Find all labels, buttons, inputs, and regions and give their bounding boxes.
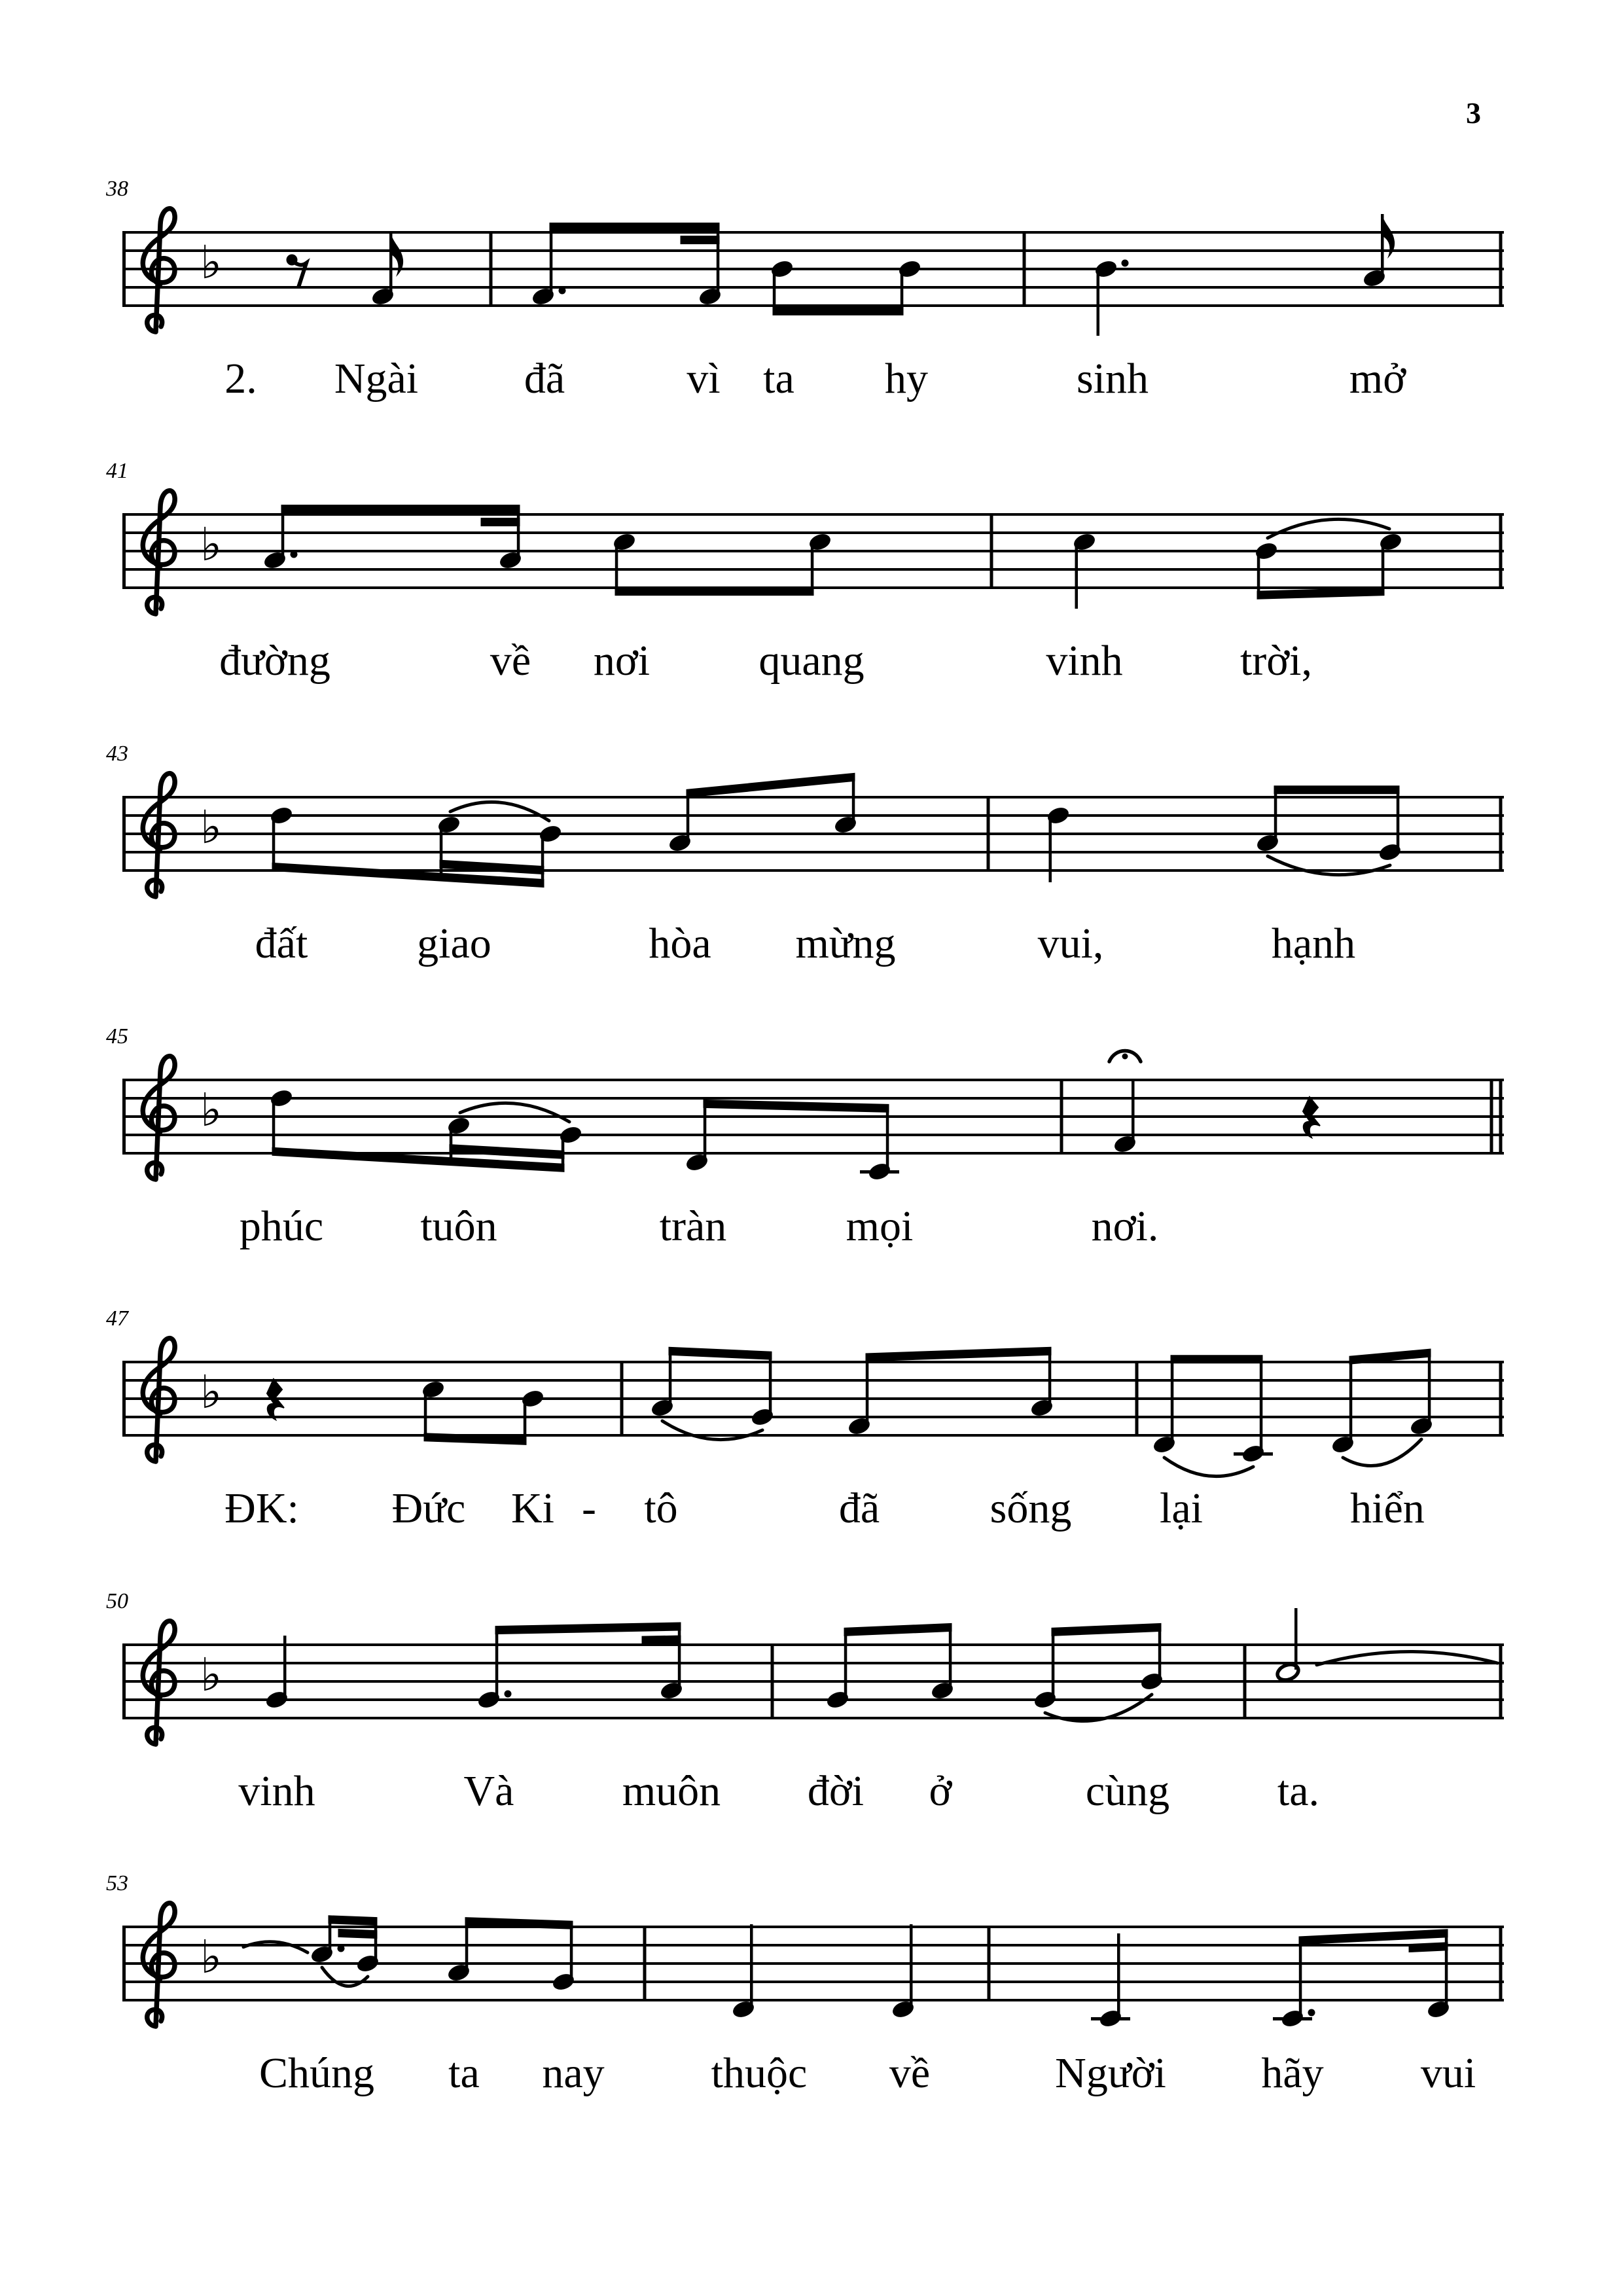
measure-number: 43 (106, 742, 128, 766)
staff-line (122, 1981, 1504, 1983)
staff-line (122, 1079, 1504, 1081)
beam (329, 1915, 378, 1926)
staff-line (122, 814, 1504, 817)
note-stem (669, 1351, 672, 1405)
note-stem (844, 1632, 847, 1697)
staff-line (122, 1134, 1504, 1136)
lyric-syllable: trời, (1240, 637, 1313, 685)
beam (687, 773, 855, 798)
slur (1268, 856, 1390, 875)
barline (1023, 231, 1026, 307)
beam (495, 1623, 681, 1635)
lyric-syllable: vì (687, 355, 721, 403)
barline (1135, 1361, 1139, 1437)
sixteenth-beam (440, 860, 544, 875)
beam (1299, 1929, 1448, 1945)
note-stem (901, 272, 904, 311)
note-stem (1158, 1627, 1162, 1679)
measure-number: 50 (106, 1589, 128, 1613)
sixteenth-beam (1409, 1942, 1448, 1952)
lyric-syllable: tràn (659, 1202, 727, 1250)
note-stem (550, 227, 553, 294)
note-stem (704, 1103, 707, 1160)
note-stem (1052, 1632, 1055, 1697)
lyric-syllable: ta. (1277, 1767, 1320, 1815)
staff-system-m38 (0, 147, 1623, 429)
staff-line (122, 1434, 1504, 1437)
beam (704, 1100, 889, 1113)
measure-number: 38 (106, 177, 128, 201)
beam (281, 505, 520, 513)
beam (669, 1347, 772, 1360)
note-stem (1117, 1933, 1120, 2016)
note-stem (773, 272, 776, 311)
note-stem (1349, 1360, 1353, 1442)
lyric-syllable: hy (885, 355, 928, 403)
lyric-syllable: lại (1160, 1484, 1203, 1532)
sixteenth-beam (338, 1929, 378, 1939)
lyric-syllable: đã (524, 355, 565, 403)
note-stem (1048, 1351, 1052, 1405)
lyric-syllable: đường (219, 637, 330, 685)
note-stem (1397, 790, 1400, 850)
note-stem (1428, 1353, 1431, 1424)
lyric-syllable: ĐK: (224, 1484, 299, 1532)
note-stem (769, 1355, 772, 1414)
staff-line (122, 1097, 1504, 1100)
lyric-syllable: mở (1349, 355, 1406, 403)
lyric-syllable: ta (763, 355, 794, 403)
note-stem (1075, 545, 1079, 609)
key-signature-flat-icon: ♭ (200, 1368, 223, 1418)
staff-line (122, 531, 1504, 534)
note-stem (886, 1108, 889, 1169)
slur (1268, 519, 1389, 538)
beam (844, 1623, 952, 1636)
lyric-syllable: mừng (795, 920, 896, 967)
barline (1499, 1926, 1503, 2001)
staff-line (122, 1379, 1504, 1382)
page-number: 3 (1466, 96, 1481, 130)
system-start-barline (122, 1643, 126, 1719)
lyric-syllable: 2. (224, 355, 257, 403)
note-stem (424, 1392, 427, 1437)
barline (1499, 796, 1503, 872)
system-start-barline (122, 1926, 126, 2001)
staff-line (122, 304, 1504, 307)
note-stem (1257, 554, 1260, 595)
lyric-syllable: đất (255, 920, 308, 967)
beam (615, 587, 814, 596)
lyric-syllable: về (490, 637, 531, 685)
slur (460, 1103, 569, 1122)
beam (550, 223, 720, 231)
note-stem (283, 1636, 287, 1697)
staff-line (122, 796, 1504, 798)
slur (1343, 1439, 1421, 1466)
lyric-syllable: đã (838, 1484, 880, 1532)
staff-system-m41 (0, 429, 1623, 711)
lyric-syllable: nơi (593, 637, 651, 685)
staff-line (122, 249, 1504, 252)
note-stem (374, 1922, 378, 1961)
note-stem (615, 545, 618, 592)
staff-system-m50 (0, 1560, 1623, 1841)
key-signature-flat-icon: ♭ (200, 238, 223, 289)
note-stem (1132, 1080, 1135, 1141)
lyric-syllable: nay (542, 2049, 605, 2097)
system-start-barline (122, 796, 126, 872)
lyric-syllable: muôn (622, 1767, 721, 1815)
note-stem (750, 1924, 753, 2007)
note-stem (687, 793, 690, 840)
note-stem (1171, 1359, 1174, 1442)
ledger-line (1273, 2017, 1312, 2020)
staff-line (122, 268, 1504, 270)
lyric-syllable: về (889, 2049, 931, 2097)
lyric-syllable: phúc (239, 1202, 324, 1250)
staff-line (122, 833, 1504, 835)
note-stem (1294, 1608, 1298, 1670)
lyric-syllable: ta (448, 2049, 480, 2097)
staff-line (122, 1962, 1504, 1965)
lyric-syllable: cùng (1085, 1767, 1170, 1815)
barline (620, 1361, 624, 1437)
beam (1171, 1355, 1263, 1363)
lyric-syllable: Ngài (334, 355, 419, 403)
lyric-syllable: Ki (511, 1484, 554, 1532)
barline (1060, 1079, 1063, 1155)
key-signature-flat-icon: ♭ (200, 1933, 223, 1983)
measure-number: 45 (106, 1024, 128, 1049)
lyric-syllable: vinh (1046, 637, 1123, 685)
key-signature-flat-icon: ♭ (200, 1086, 223, 1136)
ledger-line (1234, 1452, 1273, 1456)
note-stem (866, 1357, 869, 1424)
barline (1499, 1643, 1503, 1719)
lyric-syllable: mọi (846, 1202, 914, 1250)
note-stem (272, 1101, 276, 1151)
augmentation-dot (559, 287, 566, 295)
staff-system-m53 (0, 1842, 1623, 2123)
note-stem (570, 1925, 573, 1979)
slur (1164, 1458, 1253, 1477)
staff-line (122, 1999, 1504, 2001)
measure-number: 47 (106, 1306, 128, 1331)
staff-line (122, 1397, 1504, 1400)
barline (1490, 1079, 1493, 1155)
note-stem (524, 1401, 527, 1441)
slur (662, 1421, 762, 1440)
note-stem (1260, 1359, 1263, 1451)
staff-system-m45 (0, 995, 1623, 1276)
staff-line (122, 1680, 1504, 1683)
staff-line (122, 1115, 1504, 1118)
barline (987, 796, 990, 872)
staff-system-m47 (0, 1277, 1623, 1558)
augmentation-dot (1308, 2009, 1315, 2017)
augmentation-dot (1122, 260, 1129, 267)
staff-line (122, 513, 1504, 516)
staff-line (122, 231, 1504, 234)
note-stem (281, 509, 285, 558)
lyric-syllable: hòa (649, 920, 711, 967)
sixteenth-beam (450, 1144, 565, 1159)
measure-number: 41 (106, 459, 128, 483)
augmentation-dot (338, 1945, 345, 1952)
lyric-syllable: đời (807, 1767, 865, 1815)
key-signature-flat-icon: ♭ (200, 803, 223, 853)
ledger-line (860, 1170, 899, 1174)
tie (243, 1942, 308, 1952)
barline (490, 231, 493, 307)
note-stem (1382, 545, 1385, 592)
ledger-line (1091, 2017, 1130, 2020)
beam (866, 1347, 1052, 1362)
lyric-syllable: nơi. (1091, 1202, 1159, 1250)
fermata-icon (1122, 1054, 1128, 1060)
note-stem (541, 836, 544, 884)
note-stem (517, 509, 520, 558)
lyric-syllable: vui (1420, 2049, 1476, 2097)
system-start-barline (122, 1361, 126, 1437)
slur (450, 802, 549, 821)
barline (988, 1926, 991, 2001)
beam (773, 307, 904, 315)
lyric-syllable: hãy (1261, 2049, 1324, 2097)
sixteenth-beam (642, 1636, 681, 1645)
note-stem (440, 827, 443, 877)
lyric-syllable: hiển (1350, 1484, 1425, 1532)
lyric-syllable: sinh (1076, 355, 1149, 403)
barline (990, 513, 993, 589)
lyric-syllable: Đức (391, 1484, 466, 1532)
barline (1499, 231, 1503, 307)
lyric-syllable: Và (463, 1767, 514, 1815)
note-stem (1097, 272, 1100, 336)
key-signature-flat-icon: ♭ (200, 1651, 223, 1701)
lyric-syllable: - (582, 1484, 596, 1532)
note-stem (1049, 818, 1052, 882)
note-stem (1274, 790, 1277, 840)
eighth-rest-icon (292, 260, 306, 287)
system-start-barline (122, 231, 126, 307)
lyric-syllable: sống (990, 1484, 1072, 1532)
note-stem (465, 1922, 469, 1970)
barline (1499, 1361, 1503, 1437)
staff-line (122, 1361, 1504, 1363)
staff-line (122, 286, 1504, 289)
note-stem (495, 1630, 499, 1697)
augmentation-dot (291, 551, 298, 558)
lyric-syllable: hạnh (1271, 920, 1356, 967)
note-stem (949, 1627, 952, 1688)
lyric-syllable: Chúng (259, 2049, 375, 2097)
note-stem (272, 818, 276, 867)
system-start-barline (122, 1079, 126, 1155)
lyric-syllable: quang (758, 637, 865, 685)
note-stem (852, 777, 855, 822)
lyric-syllable: giao (417, 920, 491, 967)
note-stem (329, 1920, 332, 1952)
system-start-barline (122, 513, 126, 589)
lyric-syllable: Người (1055, 2049, 1166, 2097)
note-stem (811, 545, 814, 592)
barline (1243, 1643, 1247, 1719)
sixteenth-beam (681, 236, 720, 244)
lyric-syllable: thuộc (711, 2049, 808, 2097)
lyric-syllable: vinh (238, 1767, 315, 1815)
barline (771, 1643, 774, 1719)
key-signature-flat-icon: ♭ (200, 520, 223, 571)
barline (643, 1926, 647, 2001)
note-stem (1299, 1941, 1302, 2016)
augmentation-dot (505, 1691, 512, 1698)
lyric-syllable: tô (644, 1484, 678, 1532)
staff-line (122, 1698, 1504, 1701)
staff-line (122, 1717, 1504, 1719)
lyric-syllable: tuôn (420, 1202, 497, 1250)
beam (1274, 785, 1400, 794)
sixteenth-beam (481, 518, 520, 526)
staff-system-m43 (0, 712, 1623, 994)
note-stem (910, 1924, 913, 2007)
lyric-syllable: ở (929, 1767, 952, 1815)
barline (1499, 513, 1503, 589)
measure-number: 53 (106, 1871, 128, 1895)
barline (1499, 1079, 1503, 1155)
beam (1052, 1623, 1162, 1636)
lyric-syllable: vui, (1037, 920, 1104, 967)
staff-line (122, 851, 1504, 853)
staff-line (122, 1416, 1504, 1418)
